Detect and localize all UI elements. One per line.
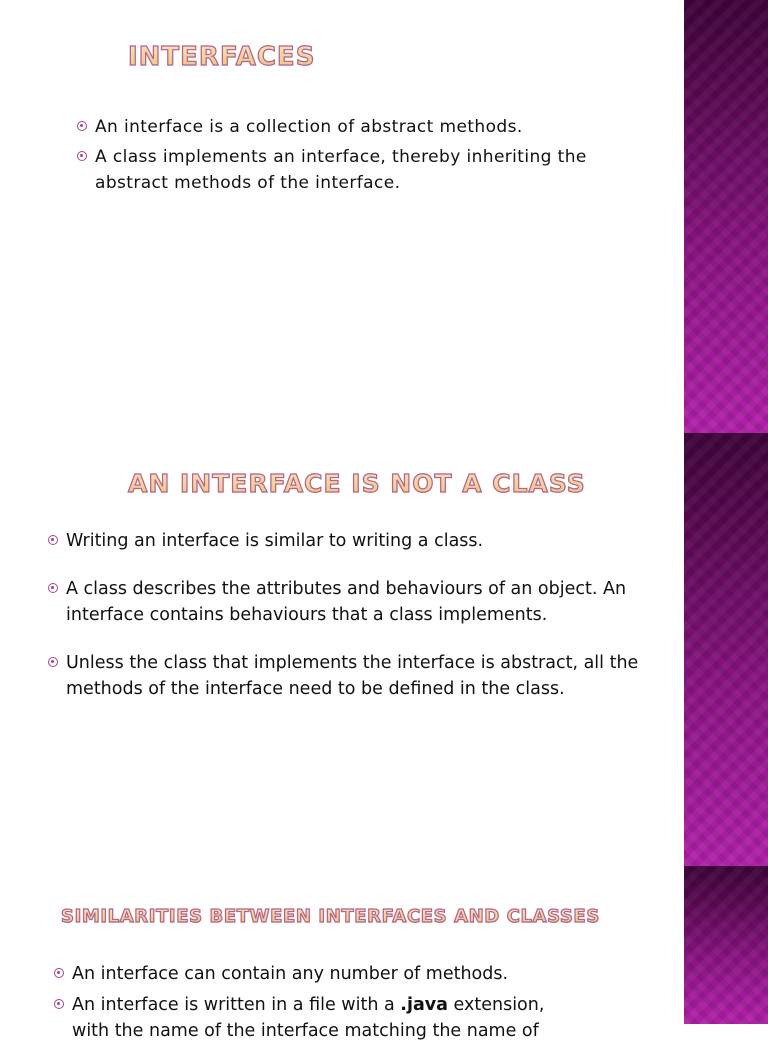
bullet-circle-icon [77,121,87,131]
bullet-list [48,528,668,702]
bullet-item [48,576,668,628]
bullet-text: A class implements an interface, thereby inheriting the abstract methods of the interface. [95,147,587,193]
bullet-circle-icon [48,657,58,667]
bullet-text: An interface can contain any number of methods. [72,964,509,984]
bullet-list [54,961,654,1044]
bullet-text: A class describes the attributes and behaviours of an object. An interface contains behaviours that a class implements. [66,579,627,625]
slide-3 [0,866,768,1041]
decorative-sidebar [684,433,768,866]
bullet-circle-icon [54,999,64,1009]
decorative-sidebar [684,0,768,433]
slide-1 [0,0,768,433]
bullet-text-after: extension, [447,995,545,1015]
bullet-text: An interface is a collection of abstract methods. [95,117,523,137]
slide-title: INTERFACES [128,42,316,72]
bullet-item [54,992,654,1044]
slide-title: AN INTERFACE IS NOT A CLASS [128,469,586,498]
bullet-text-bold: .java [400,995,448,1015]
bullet-item [48,650,668,702]
bullet-text-continued: with the name of the interface matching the name of [72,1021,539,1041]
bullet-text: Writing an interface is similar to writing a class. [66,531,484,551]
bullet-list [77,114,617,196]
bullet-item [48,528,668,554]
slide-title: SIMILARITIES BETWEEN INTERFACES AND CLASSES [61,906,600,927]
bullet-circle-icon [48,583,58,593]
bullet-text-before: An interface is written in a file with a [72,995,401,1015]
bullet-item [54,961,654,987]
bullet-item [77,114,617,140]
bullet-circle-icon [54,968,64,978]
bullet-item [77,144,617,196]
bullet-text: Unless the class that implements the interface is abstract, all the methods of the interface need to be defined in the class. [66,653,639,699]
decorative-sidebar [684,866,768,1024]
slide-2 [0,433,768,866]
bullet-circle-icon [77,151,87,161]
bullet-circle-icon [48,535,58,545]
